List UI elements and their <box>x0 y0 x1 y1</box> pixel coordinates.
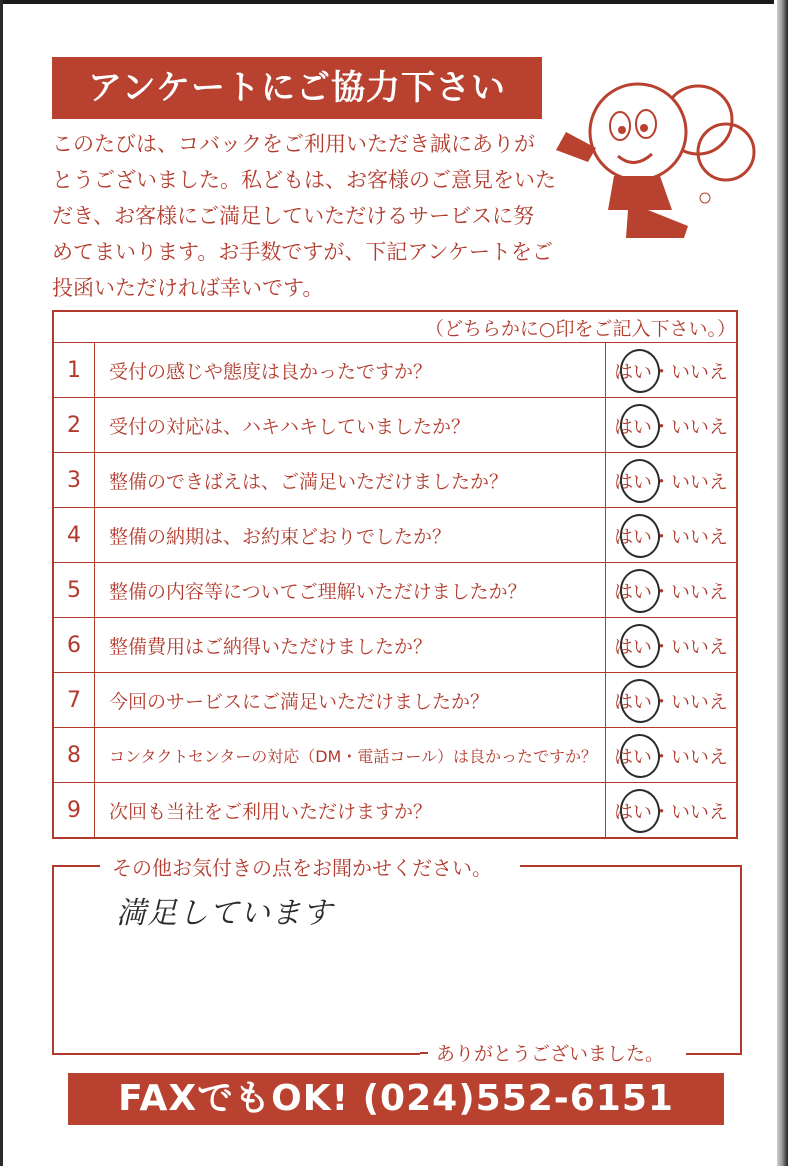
table-note: （どちらかに○印をご記入下さい。） <box>53 311 737 343</box>
table-note-row <box>53 311 737 343</box>
answer-choice[interactable] <box>606 728 738 783</box>
thanks-text: ありがとうございました。 <box>432 1039 668 1066</box>
question-row <box>53 673 737 728</box>
question-row <box>53 728 737 783</box>
hand-drawn-circle <box>617 676 663 725</box>
answer-label: はい・いいえ <box>613 525 728 548</box>
answer-label: はい・いいえ <box>613 690 728 713</box>
intro-line: とうございました。私どもは、お客様のご意見をいた <box>52 168 556 192</box>
answer-label: はい・いいえ <box>613 635 728 658</box>
question-number: 6 <box>53 618 95 673</box>
hand-drawn-circle <box>617 786 663 835</box>
hand-drawn-circle <box>617 511 663 560</box>
question-number: 8 <box>53 728 95 783</box>
question-row <box>53 453 737 508</box>
comment-label: その他お気付きの点をお聞かせください。 <box>108 852 496 881</box>
mascot-illustration <box>548 70 758 250</box>
question-row <box>53 343 737 398</box>
question-number: 9 <box>53 783 95 839</box>
question-number: 4 <box>53 508 95 563</box>
card-edge-right <box>774 0 788 1166</box>
question-number: 2 <box>53 398 95 453</box>
hand-drawn-circle <box>617 621 663 670</box>
question-row <box>53 783 737 839</box>
hand-drawn-circle <box>617 346 663 395</box>
answer-label: はい・いいえ <box>613 745 728 768</box>
question-row <box>53 398 737 453</box>
intro-line: だき、お客様にご満足していただけるサービスに努 <box>52 204 535 228</box>
question-row <box>53 618 737 673</box>
fax-banner: FAXでもOK! (024)552-6151 <box>68 1073 724 1125</box>
hand-drawn-circle <box>617 456 663 505</box>
question-text: コンタクトセンターの対応（DM・電話コール）は良かったですか？ <box>95 728 606 783</box>
hand-drawn-circle <box>617 566 663 615</box>
answer-label: はい・いいえ <box>613 580 728 603</box>
answer-choice[interactable] <box>606 783 738 839</box>
answer-label: はい・いいえ <box>613 470 728 493</box>
comment-border-left <box>52 865 100 867</box>
answer-choice[interactable] <box>606 673 738 728</box>
question-number: 3 <box>53 453 95 508</box>
question-row <box>53 563 737 618</box>
intro-line: めてまいります。お手数ですが、下記アンケートをご <box>52 240 554 264</box>
question-number: 1 <box>53 343 95 398</box>
question-text: 整備費用はご納得いただけましたか？ <box>95 618 606 673</box>
question-number: 7 <box>53 673 95 728</box>
survey-title: アンケートにご協力下さい <box>52 57 542 119</box>
question-text: 整備の納期は、お約束どおりでしたか？ <box>95 508 606 563</box>
question-row <box>53 508 737 563</box>
answer-choice[interactable] <box>606 618 738 673</box>
question-number: 5 <box>53 563 95 618</box>
comment-border-right <box>520 865 740 867</box>
answer-choice[interactable] <box>606 398 738 453</box>
card-edge-left <box>0 0 3 1166</box>
intro-line: 投函いただければ幸いです。 <box>52 276 324 300</box>
hand-drawn-circle <box>617 401 663 450</box>
question-text: 整備の内容等についてご理解いただけましたか？ <box>95 563 606 618</box>
thanks-border-line <box>420 1052 428 1054</box>
answer-label: はい・いいえ <box>613 800 728 823</box>
question-text: 整備のできばえは、ご満足いただけましたか？ <box>95 453 606 508</box>
intro-line: このたびは、コバックをご利用いただき誠にありが <box>52 132 535 156</box>
question-text: 受付の感じや態度は良かったですか？ <box>95 343 606 398</box>
question-text: 今回のサービスにご満足いただけましたか？ <box>95 673 606 728</box>
handwritten-comment: 満足しています <box>116 896 333 931</box>
answer-label: はい・いいえ <box>613 415 728 438</box>
survey-table <box>52 310 738 839</box>
answer-choice[interactable] <box>606 563 738 618</box>
card-edge-top <box>0 0 788 4</box>
question-text: 次回も当社をご利用いただけますか？ <box>95 783 606 839</box>
answer-choice[interactable] <box>606 343 738 398</box>
answer-label: はい・いいえ <box>613 360 728 383</box>
answer-choice[interactable] <box>606 508 738 563</box>
answer-choice[interactable] <box>606 453 738 508</box>
question-text: 受付の対応は、ハキハキしていましたか？ <box>95 398 606 453</box>
intro-text <box>52 126 556 306</box>
hand-drawn-circle <box>617 731 663 780</box>
